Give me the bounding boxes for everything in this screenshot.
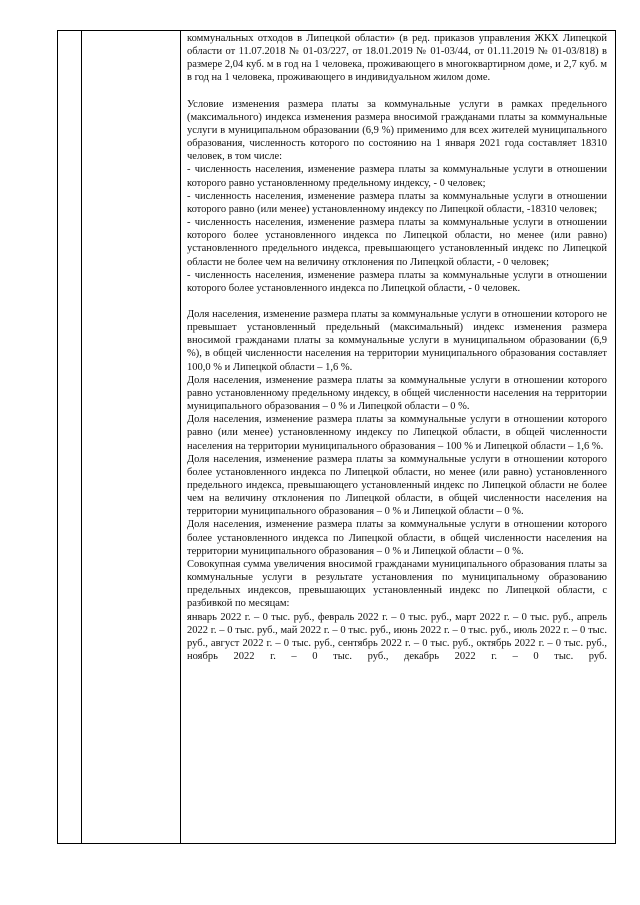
text-paragraph: - численность населения, изменение размера платы за коммунальные услуги в отношении которого более установленного индекса по Липецкой области, - 0 человек. (187, 269, 607, 294)
text-paragraph: Доля населения, изменение размера платы за коммунальные услуги в отношении которого равно установленному предельному индексу, в общей численности населения на территории муниципального образования – 0 % и Липецкой области – 0 %. (187, 374, 607, 413)
text-paragraph: Доля населения, изменение размера платы за коммунальные услуги в отношении которого не превышает установленный предельный (максимальный) индекс изменения размера вносимой гражданами платы за коммунальные услуги в муниципальном образовании (6,9 %), в общей численности населения на территории муниципального образования составляет 100,0 % и Липецкой области – 1,6 %. (187, 308, 607, 373)
text-paragraph: коммунальных отходов в Липецкой области» (в ред. приказов управления ЖКХ Липецкой области от 11.07.2018 № 01-03/227, от 18.01.2019 № 01-03/44, от 01.11.2019 № 01-03/818) в размере 2,04 куб. м в год на 1 человека, проживающего в многоквартирном доме, и 2,7 куб. м в год на 1 человека, проживающего в индивидуальном жилом доме. (187, 33, 607, 84)
text-paragraph: - численность населения, изменение размера платы за коммунальные услуги в отношении которого равно (или менее) установленному индексу по Липецкой области, -18310 человек; (187, 190, 607, 215)
text-paragraph: - численность населения, изменение размера платы за коммунальные услуги в отношении которого равно установленному предельному индексу, - 0 человек; (187, 164, 607, 189)
content-cell (187, 32, 607, 663)
column-divider (180, 31, 181, 843)
document-table (57, 30, 616, 844)
text-paragraph: - численность населения, изменение размера платы за коммунальные услуги в отношении которого более установленного индекса по Липецкой области, но менее (или равно) установленного предельного индекса, превышающего установленный индекс по Липецкой области не более чем на величину отклонения по Липецкой области, - 0 человек; (187, 217, 607, 268)
text-paragraph: Совокупная сумма увеличения вносимой гражданами муниципального образования платы за коммунальные услуги в результате установления по муниципальному образованию предельных индексов, превышающих установленный индекс по Липецкой области, с разбивкой по месяцам: (187, 558, 607, 610)
text-paragraph: Условие изменения размера платы за коммунальные услуги в рамках предельного (максимального) индекса изменения размера вносимой гражданами платы за коммунальные услуги в муниципальном образовании (6,9 %) применимо для всех жителей муниципального образования, численность которого по состоянию на 1 января 2021 года составляет 18310 человек, в том числе: (187, 98, 607, 163)
text-paragraph: Доля населения, изменение размера платы за коммунальные услуги в отношении которого равно (или менее) установленному индексу по Липецкой области, в общей численности населения на территории муниципального образования – 100 % и Липецкой области – 1,6 %. (187, 414, 607, 452)
column-divider (81, 31, 82, 843)
text-paragraph: Доля населения, изменение размера платы за коммунальные услуги в отношении которого более установленного индекса по Липецкой области, но менее (или равно) установленного предельного индекса, превышающего установленный индекс по Липецкой области не более чем на величину отклонения по Липецкой области, в общей численности населения на территории муниципального образования – 0 % и Липецкой области – 0 %. (187, 453, 607, 518)
text-paragraph: Доля населения, изменение размера платы за коммунальные услуги в отношении которого более установленного индекса по Липецкой области, в общей численности населения на территории муниципального образования – 0 % и Липецкой области – 0 %. (187, 519, 607, 557)
text-paragraph: январь 2022 г. – 0 тыс. руб., февраль 2022 г. – 0 тыс. руб., март 2022 г. – 0 тыс. руб., апрель 2022 г. – 0 тыс. руб., май 2022 г. – 0 тыс. руб., июнь 2022 г. – 0 тыс. руб., июль 2022 г. – 0 тыс. руб., август 2022 г. – 0 тыс. руб., сентябрь 2022 г. – 0 тыс. руб., октябрь 2022 г. – 0 тыс. руб., ноябрь 2022 г. – 0 тыс. руб., декабрь 2022 г. – 0 тыс. руб. (187, 611, 607, 663)
